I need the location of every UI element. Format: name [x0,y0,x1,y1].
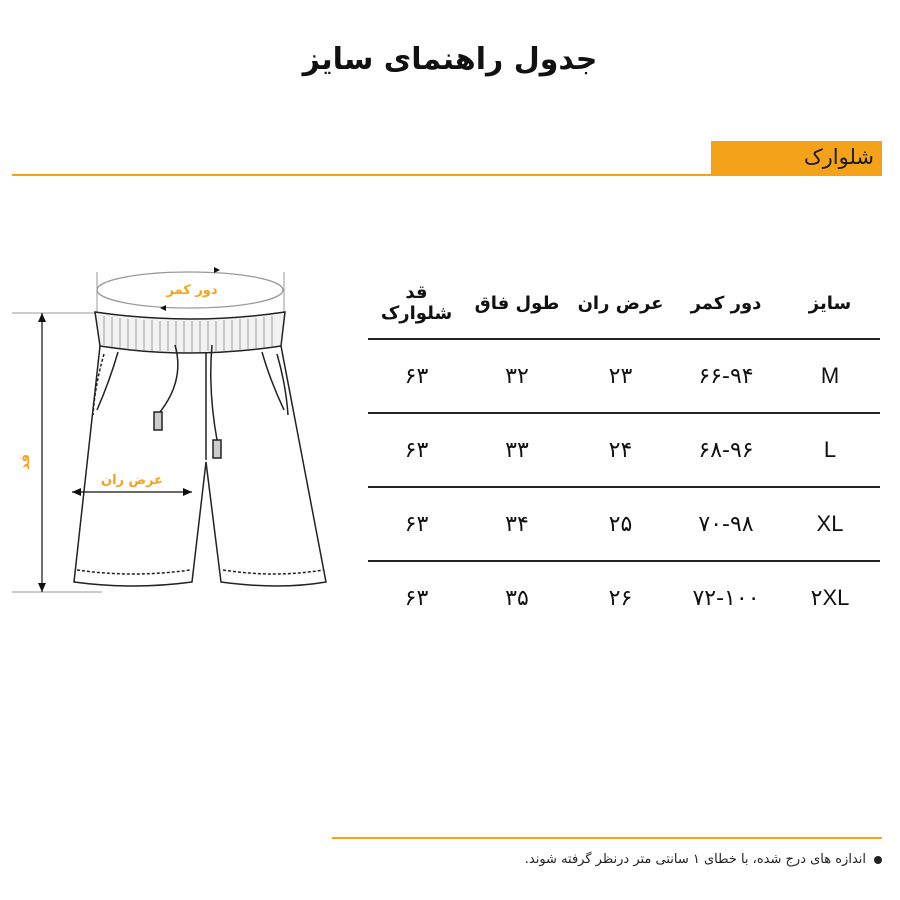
shorts-illustration [74,312,326,586]
shorts-diagram [0,240,345,610]
table-header-row [368,268,880,339]
thigh-measure [72,473,192,496]
table-row [368,561,880,634]
table-row [368,339,880,413]
cell-size: ۲XL [810,585,850,610]
thigh-arrow-left-icon [72,488,81,496]
bullet-icon [874,856,882,864]
footer-note [525,852,882,867]
cell-size: M [780,339,880,413]
cell-size: L [780,413,880,487]
cell-length: ۶۳ [368,339,465,413]
length-arrow-up-icon [38,313,46,322]
length-arrow-down-icon [38,583,46,592]
cell-waist: ۷۲-۱۰۰ [692,585,760,611]
thigh-dimension-label: عرض ران [100,473,164,488]
table-row [368,413,880,487]
waist-dimension-label: دور کمر [166,283,218,298]
length-dimension-label: قد [18,453,33,471]
waist-arrow-left-icon [160,305,166,311]
page-title: جدول راهنمای سایز [302,42,598,77]
cell-waist: ۶۸-۹۶ [672,413,780,487]
header-size: سایز [780,268,880,339]
header-rise: طول فاق [465,268,569,339]
cell-length: ۶۳ [368,487,465,561]
cell-waist: ۷۰-۹۸ [672,487,780,561]
thigh-arrow-right-icon [183,488,192,496]
footer-divider [332,837,882,839]
cell-rise: ۳۵ [505,585,529,611]
section-divider [12,174,882,176]
footer-note-text: اندازه های درج شده، با خطای ۱ سانتی متر درنظر گرفته شوند. [524,852,866,867]
cell-rise: ۳۲ [465,339,569,413]
size-table [368,268,880,634]
cell-thigh: ۲۵ [569,487,672,561]
waist-measure [97,267,284,312]
cell-length: ۶۳ [368,413,465,487]
table-row [368,487,880,561]
cell-thigh: ۲۳ [569,339,672,413]
header-thigh: عرض ران [569,268,672,339]
cell-size: XL [780,487,880,561]
header-length: قد شلوارک [368,268,465,339]
cell-rise: ۳۴ [465,487,569,561]
cell-length: ۶۳ [404,585,429,611]
cell-waist: ۶۶-۹۴ [672,339,780,413]
header-waist: دور کمر [672,268,780,339]
cell-thigh: ۲۴ [569,413,672,487]
cell-thigh: ۲۶ [608,585,633,611]
section-tab-shorts: شلوارک [711,141,882,174]
cell-rise: ۳۳ [465,413,569,487]
